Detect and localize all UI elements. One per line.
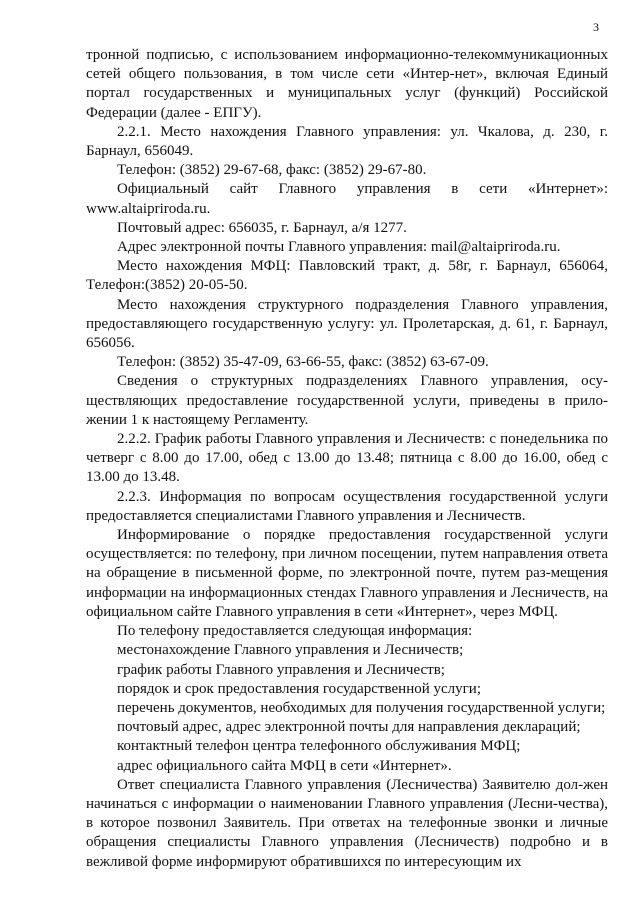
paragraph-mfc-location: Место нахождения МФЦ: Павловский тракт, д. 58г, г. Барнаул, 656064, Телефон:(3852) 20-05-50.: [86, 258, 608, 294]
list-item-mfc-website: адрес официального сайта МФЦ в сети «Интернет».: [117, 757, 452, 774]
paragraph-postal-address: Почтовый адрес: 656035, г. Барнаул, а/я 1277.: [117, 219, 407, 236]
paragraph-phone: Телефон: (3852) 29-67-68, факс: (3852) 29-67-80.: [117, 162, 427, 179]
paragraph-subdivision-location: Место нахождения структурного подразделения Главного управления, предоставляющего государственную услугу: ул. Пролетарская, д. 61, г. Барнаул, 656056.: [86, 296, 608, 352]
list-item-procedure: порядок и срок предоставления государственной услуги;: [117, 680, 481, 697]
document-body: [86, 46, 608, 872]
paragraph-information-source: 2.2.3. Информация по вопросам осуществления государственной услуги предоставляется специалистами Главного управления и Лесничеств.: [86, 488, 608, 524]
paragraph-informing-methods: Информирование о порядке предоставления государственной услуги осуществляется: по телефону, при личном посещении, путем направления ответа на обращение в письменной форме, по электронной почте, путем раз-мещения информации на информационных стендах Главного управления и Лесничеств, на официальном сайте Главного управления в сети «Интернет», через МФЦ.: [86, 527, 608, 620]
paragraph-phone-info-intro: По телефону предоставляется следующая информация:: [117, 623, 473, 640]
paragraph-subdivision-phone: Телефон: (3852) 35-47-09, 63-66-55, факс: (3852) 63-67-09.: [117, 354, 489, 371]
list-item-location: местонахождение Главного управления и Лесничеств;: [117, 642, 464, 659]
list-item-postal-email: почтовый адрес, адрес электронной почты для направления деклараций;: [117, 719, 581, 736]
page-number: 3: [593, 20, 599, 34]
list-item-call-center: контактный телефон центра телефонного обслуживания МФЦ;: [117, 738, 521, 755]
list-item-documents: перечень документов, необходимых для получения государственной услуги;: [117, 699, 606, 716]
paragraph-email: Адрес электронной почты Главного управления: mail@altaipriroda.ru.: [117, 239, 561, 256]
paragraph-website: Официальный сайт Главного управления в сети «Интернет»: www.altaipriroda.ru.: [86, 181, 608, 217]
paragraph-subdivisions-info: Сведения о структурных подразделениях Главного управления, осу-ществляющих предоставление государственной услуги, приведены в прило-жении 1 к настоящему Регламенту.: [86, 373, 608, 428]
paragraph-answer-rules: Ответ специалиста Главного управления (Лесничества) Заявителю дол-жен начинаться с информации о наименовании Главного управления (Лесни-чества), в которое позвонил Заявитель. При ответах на телефонные звонки и личные обращения специалисты Главного управления (Лесничеств) подробно и в вежливой форме информируют обратившихся по интересующим их: [86, 776, 608, 870]
paragraph-location: 2.2.1. Место нахождения Главного управления: ул. Чкалова, д. 230, г. Барнаул, 656049.: [86, 123, 608, 160]
paragraph-continuation: тронной подписью, с использованием информационно-телекоммуникационных сетей общего пользования, в том числе сети «Интер-нет», включая Единый портал государственных и муниципальных услуг (функций) Российской Федерации (далее - ЕПГУ).: [86, 47, 608, 121]
list-item-schedule: график работы Главного управления и Лесничеств;: [117, 661, 445, 678]
paragraph-schedule: 2.2.2. График работы Главного управления и Лесничеств: с понедельника по четверг с 8.00 до 17.00, обед с 13.00 до 13.48; пятница с 8.00 до 16.00, обед с 13.00 до 13.48.: [86, 431, 608, 486]
